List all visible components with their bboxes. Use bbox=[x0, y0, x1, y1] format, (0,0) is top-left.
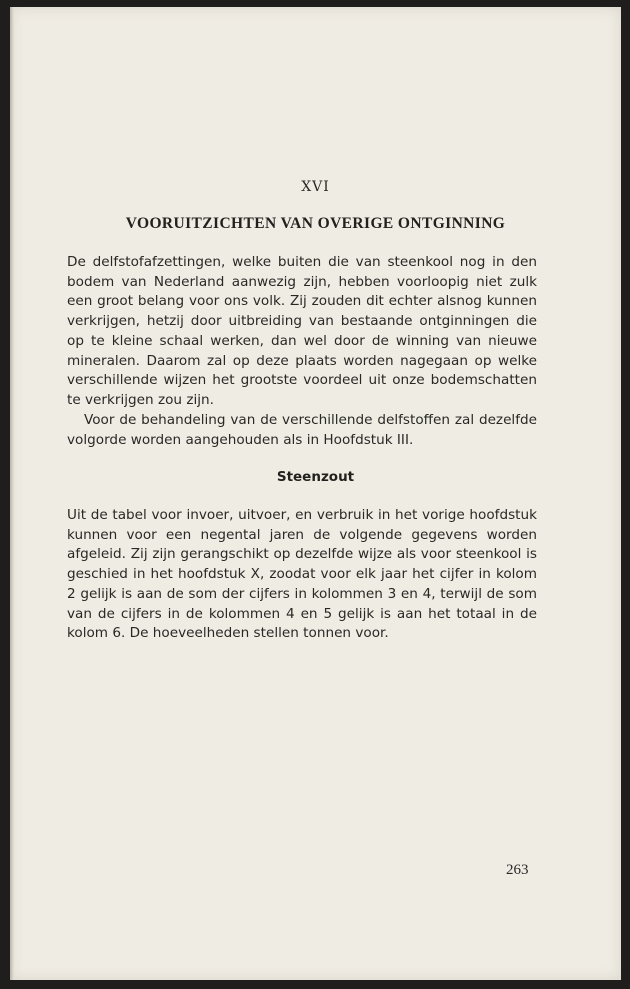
page-binding-edge bbox=[10, 7, 14, 980]
intro-paragraph: De delfstofafzettingen, welke buiten die van steenkool nog in den bodem van Nederland aanwezig zijn, hebben voorloopig niet zulk een groot belang voor ons volk. Zij zouden dit echter alsnog kunnen verkrijgen, hetzij door uitbreiding van bestaande ontginningen die op te kleine schaal werken, dan wel door de winning van nieuwe mineralen. Daarom zal op deze plaats worden nagegaan op welke verschillende wijzen het grootste voordeel uit onze bodemschatten te verkrijgen zou zijn. bbox=[67, 254, 537, 408]
steenzout-paragraph: Uit de tabel voor invoer, uitvoer, en verbruik in het vorige hoofdstuk kunnen voor een negental jaren de volgende gegevens worden afgeleid. Zij zijn gerangschikt op dezelfde wijze als voor steenkool is geschied in het hoofdstuk X, zoodat voor elk jaar het cijfer in kolom 2 gelijk is aan de som der cijfers in kolommen 3 en 4, terwijl de som van de cijfers in de kolommen 4 en 5 gelijk is aan het totaal in de kolom 6. De hoeveelheden stellen tonnen voor. bbox=[67, 507, 537, 642]
order-paragraph: Voor de behandeling van de verschillende delfstoffen zal dezelfde volgorde worden aangehouden als in Hoofdstuk III. bbox=[67, 412, 537, 448]
section-heading-steenzout: Steenzout bbox=[276, 469, 355, 485]
chapter-title: VOORUITZICHTEN VAN OVERIGE ONTGINNING bbox=[125, 215, 506, 232]
chapter-number: XVI bbox=[301, 179, 330, 195]
book-page bbox=[10, 7, 621, 980]
page-number: 263 bbox=[506, 862, 529, 878]
